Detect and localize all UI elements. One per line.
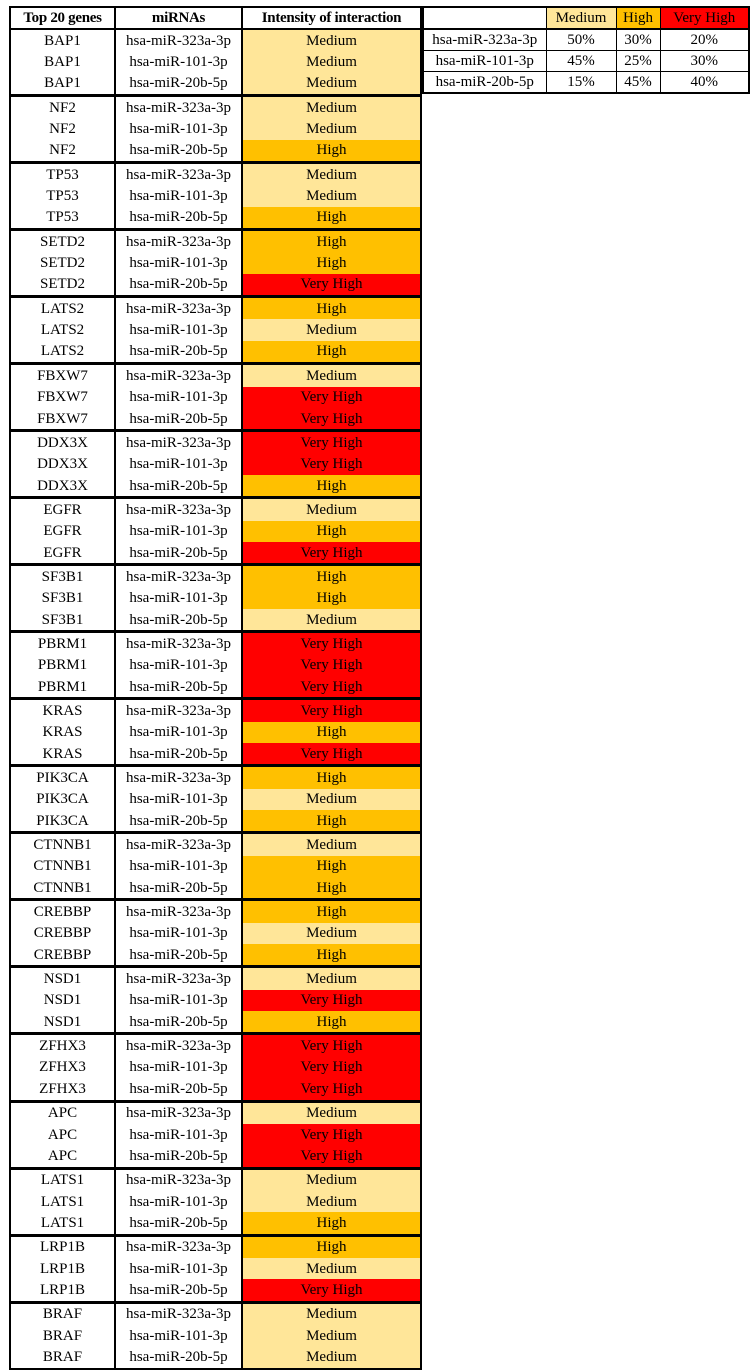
intensity-cell: High xyxy=(242,810,421,833)
table-row xyxy=(10,699,421,722)
intensity-cell: High xyxy=(242,297,421,320)
table-row xyxy=(10,252,421,273)
table-row xyxy=(10,1124,421,1145)
mirna-cell: hsa-miR-101-3p xyxy=(115,454,242,475)
mirna-cell: hsa-miR-101-3p xyxy=(115,319,242,340)
summary-mirna-cell: hsa-miR-323a-3p xyxy=(423,29,546,51)
mirna-cell: hsa-miR-323a-3p xyxy=(115,766,242,789)
gene-cell: CTNNB1 xyxy=(10,833,115,856)
table-row xyxy=(10,51,421,72)
table-row xyxy=(10,542,421,565)
intensity-cell: High xyxy=(242,207,421,230)
intensity-cell: Very High xyxy=(242,632,421,655)
summary-header-row xyxy=(423,7,749,29)
mirna-cell: hsa-miR-323a-3p xyxy=(115,1168,242,1191)
mirna-cell: hsa-miR-323a-3p xyxy=(115,1101,242,1124)
mirna-cell: hsa-miR-20b-5p xyxy=(115,1212,242,1235)
mirna-cell: hsa-miR-20b-5p xyxy=(115,207,242,230)
table-row xyxy=(10,1145,421,1168)
intensity-cell: Medium xyxy=(242,1168,421,1191)
table-row xyxy=(10,1346,421,1368)
intensity-cell: High xyxy=(242,252,421,273)
gene-cell: ZFHX3 xyxy=(10,1057,115,1078)
gene-cell: EGFR xyxy=(10,498,115,521)
gene-cell: DDX3X xyxy=(10,431,115,454)
intensity-cell: High xyxy=(242,1011,421,1034)
summary-percent-cell: 25% xyxy=(616,51,660,72)
gene-mirna-interaction-table xyxy=(9,6,422,1370)
table-row xyxy=(10,475,421,498)
gene-cell: CTNNB1 xyxy=(10,877,115,900)
gene-cell: APC xyxy=(10,1101,115,1124)
intensity-cell: Very High xyxy=(242,431,421,454)
table-row xyxy=(10,341,421,364)
mirna-cell: hsa-miR-20b-5p xyxy=(115,274,242,297)
table-row xyxy=(10,297,421,320)
intensity-cell: Very High xyxy=(242,1124,421,1145)
intensity-cell: Medium xyxy=(242,1325,421,1346)
table-row xyxy=(10,766,421,789)
table-row xyxy=(10,274,421,297)
table-row xyxy=(10,944,421,967)
table-row xyxy=(10,1258,421,1279)
gene-cell: SF3B1 xyxy=(10,565,115,588)
table-row xyxy=(10,967,421,990)
gene-cell: LATS2 xyxy=(10,319,115,340)
gene-cell: NF2 xyxy=(10,118,115,139)
mirna-cell: hsa-miR-20b-5p xyxy=(115,341,242,364)
mirna-cell: hsa-miR-323a-3p xyxy=(115,96,242,119)
mirna-cell: hsa-miR-101-3p xyxy=(115,588,242,609)
table-row xyxy=(10,431,421,454)
table-row xyxy=(10,632,421,655)
table-row xyxy=(10,1279,421,1302)
gene-cell: KRAS xyxy=(10,699,115,722)
intensity-cell: Very High xyxy=(242,1034,421,1057)
gene-cell: DDX3X xyxy=(10,454,115,475)
mirna-cell: hsa-miR-101-3p xyxy=(115,1124,242,1145)
table-row xyxy=(10,185,421,206)
mirna-cell: hsa-miR-323a-3p xyxy=(115,498,242,521)
mirna-cell: hsa-miR-20b-5p xyxy=(115,1011,242,1034)
mirna-cell: hsa-miR-323a-3p xyxy=(115,565,242,588)
intensity-cell: High xyxy=(242,856,421,877)
intensity-cell: Very High xyxy=(242,542,421,565)
gene-cell: SETD2 xyxy=(10,274,115,297)
mirna-cell: hsa-miR-101-3p xyxy=(115,655,242,676)
table-row xyxy=(10,877,421,900)
gene-cell: CREBBP xyxy=(10,944,115,967)
table-row xyxy=(10,810,421,833)
table-row xyxy=(10,408,421,431)
gene-cell: LRP1B xyxy=(10,1258,115,1279)
intensity-cell: Medium xyxy=(242,96,421,119)
mirna-cell: hsa-miR-323a-3p xyxy=(115,1034,242,1057)
mirna-cell: hsa-miR-20b-5p xyxy=(115,877,242,900)
gene-cell: TP53 xyxy=(10,207,115,230)
gene-cell: SF3B1 xyxy=(10,609,115,632)
gene-cell: CREBBP xyxy=(10,900,115,923)
intensity-cell: Very High xyxy=(242,1145,421,1168)
header-genes: Top 20 genes xyxy=(10,7,115,29)
intensity-cell: Very High xyxy=(242,1057,421,1078)
intensity-cell: Medium xyxy=(242,833,421,856)
table-row xyxy=(10,29,421,51)
mirna-cell: hsa-miR-20b-5p xyxy=(115,1279,242,1302)
intensity-cell: High xyxy=(242,766,421,789)
intensity-cell: High xyxy=(242,722,421,743)
mirna-cell: hsa-miR-101-3p xyxy=(115,722,242,743)
table-row xyxy=(10,521,421,542)
gene-cell: KRAS xyxy=(10,722,115,743)
table-row xyxy=(10,73,421,96)
summary-header-blank xyxy=(423,7,546,29)
gene-cell: NSD1 xyxy=(10,990,115,1011)
gene-cell: BRAF xyxy=(10,1302,115,1325)
mirna-cell: hsa-miR-101-3p xyxy=(115,252,242,273)
summary-percent-cell: 15% xyxy=(546,72,616,94)
mirna-cell: hsa-miR-20b-5p xyxy=(115,743,242,766)
intensity-cell: High xyxy=(242,140,421,163)
summary-row xyxy=(423,51,749,72)
header-row xyxy=(10,7,421,29)
table-row xyxy=(10,1191,421,1212)
gene-cell: CTNNB1 xyxy=(10,856,115,877)
table-row xyxy=(10,990,421,1011)
gene-cell: PBRM1 xyxy=(10,632,115,655)
mirna-cell: hsa-miR-20b-5p xyxy=(115,140,242,163)
gene-cell: ZFHX3 xyxy=(10,1078,115,1101)
intensity-cell: Very High xyxy=(242,274,421,297)
intensity-cell: Very High xyxy=(242,990,421,1011)
mirna-cell: hsa-miR-101-3p xyxy=(115,1191,242,1212)
gene-cell: LATS1 xyxy=(10,1168,115,1191)
gene-cell: FBXW7 xyxy=(10,387,115,408)
summary-percent-cell: 50% xyxy=(546,29,616,51)
intensity-cell: Medium xyxy=(242,1346,421,1368)
intensity-cell: Medium xyxy=(242,1258,421,1279)
gene-cell: NF2 xyxy=(10,140,115,163)
summary-row xyxy=(423,72,749,94)
intensity-summary-table xyxy=(422,6,750,94)
gene-cell: BAP1 xyxy=(10,73,115,96)
header-mirnas: miRNAs xyxy=(115,7,242,29)
table-row xyxy=(10,1101,421,1124)
gene-cell: SETD2 xyxy=(10,230,115,253)
mirna-cell: hsa-miR-20b-5p xyxy=(115,475,242,498)
table-row xyxy=(10,118,421,139)
table-row xyxy=(10,676,421,699)
intensity-cell: Medium xyxy=(242,967,421,990)
summary-percent-cell: 45% xyxy=(616,72,660,94)
gene-cell: NSD1 xyxy=(10,967,115,990)
table-row xyxy=(10,1325,421,1346)
gene-cell: EGFR xyxy=(10,521,115,542)
mirna-cell: hsa-miR-323a-3p xyxy=(115,1235,242,1258)
gene-cell: BRAF xyxy=(10,1325,115,1346)
gene-cell: LATS1 xyxy=(10,1212,115,1235)
gene-cell: LATS2 xyxy=(10,297,115,320)
intensity-cell: High xyxy=(242,341,421,364)
table-row xyxy=(10,1078,421,1101)
table-row xyxy=(10,856,421,877)
table-row xyxy=(10,900,421,923)
summary-mirna-cell: hsa-miR-101-3p xyxy=(423,51,546,72)
gene-cell: TP53 xyxy=(10,163,115,186)
gene-cell: LATS1 xyxy=(10,1191,115,1212)
intensity-cell: Very High xyxy=(242,408,421,431)
intensity-cell: Medium xyxy=(242,1302,421,1325)
intensity-cell: High xyxy=(242,588,421,609)
table-row xyxy=(10,207,421,230)
mirna-cell: hsa-miR-323a-3p xyxy=(115,967,242,990)
gene-cell: EGFR xyxy=(10,542,115,565)
intensity-cell: High xyxy=(242,944,421,967)
summary-percent-cell: 30% xyxy=(616,29,660,51)
intensity-cell: Medium xyxy=(242,51,421,72)
intensity-cell: Very High xyxy=(242,454,421,475)
mirna-cell: hsa-miR-101-3p xyxy=(115,856,242,877)
summary-row xyxy=(423,29,749,51)
mirna-cell: hsa-miR-101-3p xyxy=(115,387,242,408)
table-row xyxy=(10,789,421,810)
intensity-cell: Very High xyxy=(242,387,421,408)
mirna-cell: hsa-miR-323a-3p xyxy=(115,699,242,722)
intensity-cell: Very High xyxy=(242,699,421,722)
mirna-cell: hsa-miR-101-3p xyxy=(115,990,242,1011)
table-row xyxy=(10,387,421,408)
gene-cell: DDX3X xyxy=(10,475,115,498)
mirna-cell: hsa-miR-20b-5p xyxy=(115,609,242,632)
mirna-cell: hsa-miR-323a-3p xyxy=(115,163,242,186)
legend-veryhigh: Very High xyxy=(660,7,749,29)
intensity-cell: High xyxy=(242,565,421,588)
table-row xyxy=(10,1212,421,1235)
intensity-cell: Very High xyxy=(242,1078,421,1101)
header-intensity: Intensity of interaction xyxy=(242,7,421,29)
table-row xyxy=(10,163,421,186)
gene-cell: BAP1 xyxy=(10,29,115,51)
mirna-cell: hsa-miR-101-3p xyxy=(115,185,242,206)
gene-cell: SF3B1 xyxy=(10,588,115,609)
table-row xyxy=(10,1057,421,1078)
gene-cell: NF2 xyxy=(10,96,115,119)
intensity-cell: High xyxy=(242,475,421,498)
intensity-cell: High xyxy=(242,521,421,542)
summary-percent-cell: 20% xyxy=(660,29,749,51)
table-row xyxy=(10,655,421,676)
mirna-cell: hsa-miR-323a-3p xyxy=(115,1302,242,1325)
gene-cell: LATS2 xyxy=(10,341,115,364)
mirna-cell: hsa-miR-20b-5p xyxy=(115,1078,242,1101)
intensity-cell: Medium xyxy=(242,364,421,387)
intensity-cell: High xyxy=(242,877,421,900)
intensity-cell: Medium xyxy=(242,319,421,340)
mirna-cell: hsa-miR-323a-3p xyxy=(115,900,242,923)
table-row xyxy=(10,923,421,944)
intensity-cell: Medium xyxy=(242,609,421,632)
intensity-cell: Medium xyxy=(242,73,421,96)
summary-percent-cell: 45% xyxy=(546,51,616,72)
mirna-cell: hsa-miR-101-3p xyxy=(115,789,242,810)
intensity-cell: Medium xyxy=(242,118,421,139)
gene-cell: APC xyxy=(10,1124,115,1145)
mirna-cell: hsa-miR-20b-5p xyxy=(115,944,242,967)
intensity-cell: Very High xyxy=(242,743,421,766)
mirna-cell: hsa-miR-101-3p xyxy=(115,118,242,139)
table-row xyxy=(10,743,421,766)
summary-percent-cell: 30% xyxy=(660,51,749,72)
gene-cell: CREBBP xyxy=(10,923,115,944)
intensity-cell: High xyxy=(242,900,421,923)
table-row xyxy=(10,1011,421,1034)
table-row xyxy=(10,140,421,163)
intensity-cell: Very High xyxy=(242,676,421,699)
mirna-cell: hsa-miR-101-3p xyxy=(115,1258,242,1279)
gene-cell: ZFHX3 xyxy=(10,1034,115,1057)
mirna-cell: hsa-miR-101-3p xyxy=(115,521,242,542)
table-row xyxy=(10,454,421,475)
mirna-cell: hsa-miR-323a-3p xyxy=(115,297,242,320)
gene-cell: PBRM1 xyxy=(10,655,115,676)
table-row xyxy=(10,833,421,856)
table-row xyxy=(10,319,421,340)
table-row xyxy=(10,96,421,119)
gene-cell: PIK3CA xyxy=(10,766,115,789)
mirna-cell: hsa-miR-323a-3p xyxy=(115,632,242,655)
mirna-cell: hsa-miR-20b-5p xyxy=(115,1145,242,1168)
intensity-cell: Medium xyxy=(242,1101,421,1124)
table-row xyxy=(10,364,421,387)
mirna-cell: hsa-miR-20b-5p xyxy=(115,408,242,431)
intensity-cell: Medium xyxy=(242,789,421,810)
gene-cell: LRP1B xyxy=(10,1235,115,1258)
mirna-cell: hsa-miR-101-3p xyxy=(115,923,242,944)
intensity-cell: Medium xyxy=(242,1191,421,1212)
mirna-cell: hsa-miR-323a-3p xyxy=(115,431,242,454)
table-row xyxy=(10,498,421,521)
gene-cell: NSD1 xyxy=(10,1011,115,1034)
intensity-cell: High xyxy=(242,1212,421,1235)
table-row xyxy=(10,1168,421,1191)
intensity-cell: Medium xyxy=(242,29,421,51)
gene-cell: SETD2 xyxy=(10,252,115,273)
gene-cell: TP53 xyxy=(10,185,115,206)
mirna-cell: hsa-miR-20b-5p xyxy=(115,676,242,699)
gene-cell: FBXW7 xyxy=(10,408,115,431)
table-row xyxy=(10,722,421,743)
table-row xyxy=(10,588,421,609)
intensity-cell: Very High xyxy=(242,655,421,676)
gene-cell: BAP1 xyxy=(10,51,115,72)
table-row xyxy=(10,565,421,588)
intensity-cell: Medium xyxy=(242,185,421,206)
table-row xyxy=(10,609,421,632)
mirna-cell: hsa-miR-101-3p xyxy=(115,1325,242,1346)
mirna-cell: hsa-miR-323a-3p xyxy=(115,230,242,253)
mirna-cell: hsa-miR-20b-5p xyxy=(115,542,242,565)
legend-medium: Medium xyxy=(546,7,616,29)
intensity-cell: High xyxy=(242,230,421,253)
table-row xyxy=(10,1235,421,1258)
mirna-cell: hsa-miR-20b-5p xyxy=(115,810,242,833)
intensity-cell: Medium xyxy=(242,923,421,944)
mirna-cell: hsa-miR-101-3p xyxy=(115,1057,242,1078)
mirna-cell: hsa-miR-323a-3p xyxy=(115,29,242,51)
mirna-cell: hsa-miR-323a-3p xyxy=(115,364,242,387)
intensity-cell: High xyxy=(242,1235,421,1258)
mirna-cell: hsa-miR-20b-5p xyxy=(115,73,242,96)
mirna-cell: hsa-miR-101-3p xyxy=(115,51,242,72)
gene-cell: PBRM1 xyxy=(10,676,115,699)
gene-cell: LRP1B xyxy=(10,1279,115,1302)
intensity-cell: Medium xyxy=(242,498,421,521)
mirna-cell: hsa-miR-323a-3p xyxy=(115,833,242,856)
gene-cell: KRAS xyxy=(10,743,115,766)
gene-cell: FBXW7 xyxy=(10,364,115,387)
summary-mirna-cell: hsa-miR-20b-5p xyxy=(423,72,546,94)
summary-percent-cell: 40% xyxy=(660,72,749,94)
gene-cell: PIK3CA xyxy=(10,810,115,833)
intensity-cell: Medium xyxy=(242,163,421,186)
gene-cell: BRAF xyxy=(10,1346,115,1368)
mirna-cell: hsa-miR-20b-5p xyxy=(115,1346,242,1368)
gene-cell: APC xyxy=(10,1145,115,1168)
intensity-cell: Very High xyxy=(242,1279,421,1302)
table-row xyxy=(10,1302,421,1325)
gene-cell: PIK3CA xyxy=(10,789,115,810)
legend-high: High xyxy=(616,7,660,29)
table-row xyxy=(10,1034,421,1057)
table-row xyxy=(10,230,421,253)
